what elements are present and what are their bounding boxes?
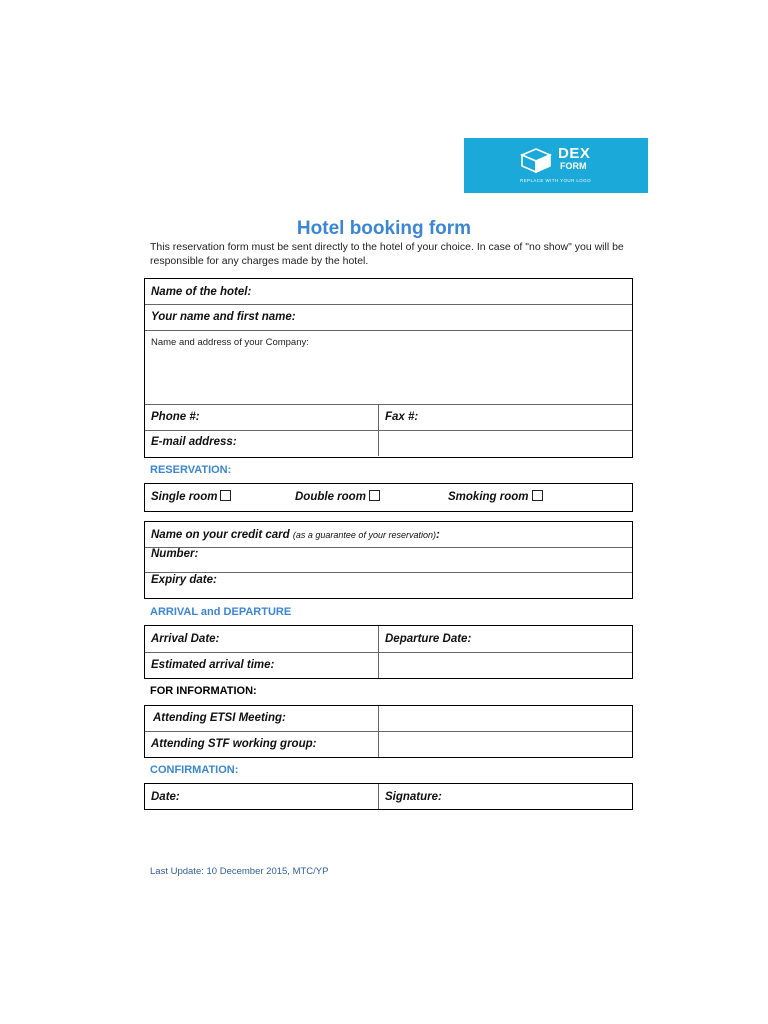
double-room-checkbox[interactable] xyxy=(369,490,380,501)
arrival-date-label: Arrival Date: xyxy=(151,633,220,645)
hotel-name-row[interactable] xyxy=(145,279,632,305)
single-room-option[interactable] xyxy=(151,490,231,503)
logo-brand-line1: DEX xyxy=(558,145,591,162)
estimated-arrival-label: Estimated arrival time: xyxy=(151,659,275,671)
smoking-room-checkbox[interactable] xyxy=(532,490,543,501)
email-label: E-mail address: xyxy=(151,436,237,448)
intro-text: This reservation form must be sent directly to the hotel of your choice. In case of "no show" you will be responsible for any charges made by the hotel. xyxy=(150,241,624,267)
stf-group-label: Attending STF working group: xyxy=(151,738,317,750)
confirmation-box xyxy=(144,783,633,810)
company-row[interactable] xyxy=(145,331,632,405)
credit-card-box xyxy=(144,521,633,599)
card-number-row[interactable] xyxy=(145,548,632,573)
etsi-row[interactable] xyxy=(145,706,632,732)
page-title: Hotel booking form xyxy=(296,218,472,239)
card-name-colon: : xyxy=(435,529,440,541)
arrival-heading: ARRIVAL and DEPARTURE xyxy=(150,606,292,618)
arrival-dates-row[interactable] xyxy=(145,626,632,653)
card-name-row[interactable] xyxy=(145,522,632,548)
confirmation-heading: CONFIRMATION: xyxy=(150,764,239,776)
double-room-option[interactable] xyxy=(295,490,380,503)
your-name-row[interactable] xyxy=(145,305,632,331)
hotel-name-label: Name of the hotel: xyxy=(151,286,252,298)
card-guarantee-note: (as a guarantee of your reservation) xyxy=(292,530,436,540)
guest-info-box xyxy=(144,278,633,458)
estimated-time-row[interactable] xyxy=(145,653,632,678)
logo xyxy=(464,138,648,193)
etsi-meeting-label: Attending ETSI Meeting: xyxy=(153,712,286,724)
logo-tagline: REPLACE WITH YOUR LOGO xyxy=(520,178,591,183)
company-label: Name and address of your Company: xyxy=(151,337,309,348)
single-room-label: Single room xyxy=(151,491,218,503)
card-name-label xyxy=(151,529,440,541)
arrival-box xyxy=(144,625,633,679)
your-name-label: Your name and first name: xyxy=(151,311,296,323)
information-heading: FOR INFORMATION: xyxy=(150,685,257,697)
last-update-footer: Last Update: 10 December 2015, MTC/YP xyxy=(150,866,329,877)
single-room-checkbox[interactable] xyxy=(220,490,231,501)
information-box xyxy=(144,705,633,758)
smoking-room-label: Smoking room xyxy=(448,491,529,503)
smoking-room-option[interactable] xyxy=(448,490,543,503)
stf-row[interactable] xyxy=(145,732,632,757)
double-room-label: Double room xyxy=(295,491,366,503)
card-expiry-row[interactable] xyxy=(145,573,632,598)
date-label: Date: xyxy=(151,791,180,803)
departure-date-label: Departure Date: xyxy=(385,633,472,645)
card-number-label: Number: xyxy=(151,548,199,560)
room-type-box xyxy=(144,483,633,512)
fax-label: Fax #: xyxy=(385,411,419,423)
phone-label: Phone #: xyxy=(151,411,200,423)
card-name-text: Name on your credit card xyxy=(151,529,290,541)
box-logo-icon xyxy=(520,146,552,174)
logo-brand-line2: FORM xyxy=(560,161,587,171)
reservation-heading: RESERVATION: xyxy=(150,464,232,476)
card-expiry-label: Expiry date: xyxy=(151,574,217,586)
email-row[interactable] xyxy=(145,431,632,456)
signature-label: Signature: xyxy=(385,791,442,803)
phone-fax-row xyxy=(145,405,632,431)
